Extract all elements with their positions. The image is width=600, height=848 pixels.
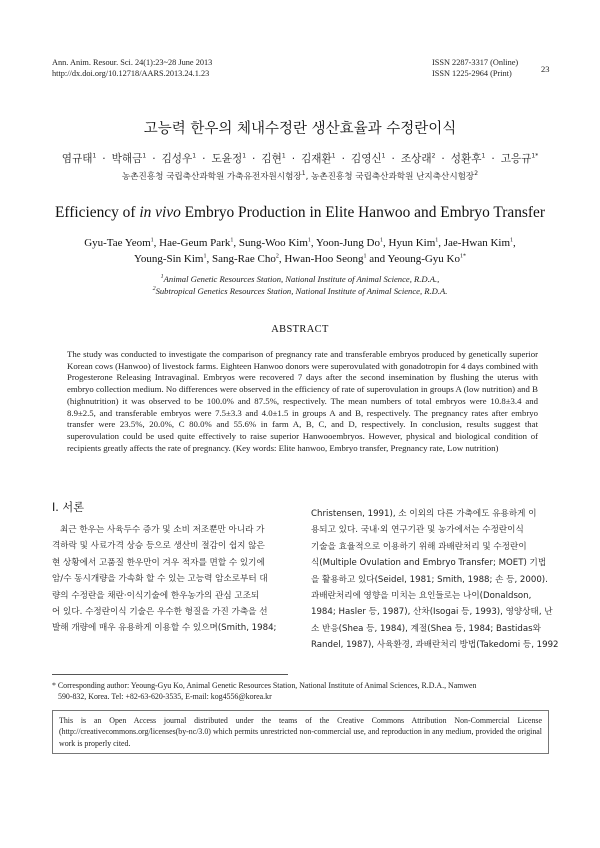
korean-title: 고능력 한우의 체내수정란 생산효율과 수정란이식: [143, 121, 457, 137]
body-line: 을 활용하고 있다(Seidel, 1981; Smith, 1988; 손 등, 2000).: [311, 574, 548, 585]
english-affil-1-line: [0, 273, 600, 285]
korean-author-name: 김성우: [161, 153, 193, 165]
korean-author-sup: 1: [92, 152, 97, 160]
english-author: [239, 237, 311, 249]
english-affil-1-sup: 1: [160, 274, 164, 281]
english-author-name: Jae-Hwan Kim: [443, 237, 511, 249]
korean-author-sup: 1*: [531, 152, 539, 160]
korean-author-sup: 1: [481, 152, 486, 160]
journal-citation: [52, 58, 212, 79]
corresponding-author-footnote: [52, 680, 552, 702]
english-title-post: Embryo Production in Elite Hanwoo and Embryo Transfer: [180, 204, 545, 221]
english-affiliations: [0, 273, 600, 297]
english-authors-line-1: Gyu-Tae Yeom$^1$, Hae-Geum Park$^1$, Sung-Woo Kim$^1$, Yoon-Jung Do$^1$, Hyun Kim$^1$, Jae-Hwan Kim$^1$,: [84, 237, 516, 249]
english-title-pre: Efficiency of: [55, 204, 140, 221]
english-author: [284, 253, 366, 265]
english-author: [212, 253, 279, 265]
english-author: [387, 253, 466, 265]
footnote-line-2: 590-832, Korea. Tel: +82-63-620-3535, E-mail: kog4556@korea.kr: [58, 692, 272, 701]
korean-affiliations: [0, 170, 600, 182]
korean-author: [162, 153, 197, 165]
korean-author: [301, 153, 336, 165]
english-author-sup: 1: [363, 253, 367, 260]
english-author-name: Sung-Woo Kim: [238, 237, 308, 249]
footnote-rule: [52, 674, 288, 675]
body-line: 량의 수정란을 채란·이식기술에 한우농가의 관심 고조되: [52, 590, 260, 601]
korean-author: [112, 153, 147, 165]
author-separator: ·: [491, 153, 495, 165]
abstract-heading: ABSTRACT: [271, 324, 329, 335]
body-line: 격하락 및 사료가격 상승 등으로 생산비 절감이 쉽지 않은: [52, 541, 265, 552]
english-author-sup: 1: [435, 237, 439, 244]
korean-author-name: 김현: [261, 153, 282, 165]
english-affil-1: Animal Genetic Resources Station, National Institute of Animal Science, R.D.A.,: [163, 274, 440, 284]
korean-author-name: 박해금: [111, 153, 143, 165]
korean-author: [401, 153, 436, 165]
body-line: 현 상황에서 고품질 한우만이 겨우 적자를 면할 수 있기에: [52, 557, 265, 568]
english-author-sup: 2: [275, 253, 279, 260]
english-affil-2-line: [0, 285, 600, 297]
korean-authors: [0, 151, 600, 166]
korean-author-name: 조상래: [400, 153, 432, 165]
korean-author-sup: 1: [192, 152, 197, 160]
english-author-sup: 1: [510, 237, 514, 244]
korean-author-sup: 1: [142, 152, 147, 160]
english-author-name: Young-Sin Kim: [133, 253, 204, 265]
english-author: [316, 237, 383, 249]
author-separator: ·: [252, 153, 256, 165]
body-line: 어 있다. 수정란이식 기술은 우수한 형질을 가진 가축을 선: [52, 607, 268, 618]
korean-affil-2-sup: 2: [474, 170, 479, 178]
english-author-sup: 1: [203, 253, 207, 260]
korean-author-name: 고응규: [500, 153, 532, 165]
english-author-name: Hwan-Hoo Seong: [284, 253, 364, 265]
author-separator: ·: [202, 153, 206, 165]
footnote-line-1: * Corresponding author: Yeoung-Gyu Ko, Animal Genetic Resources Station, National Institute of Animal Sciences, R.D.A., Namwen: [52, 681, 477, 690]
english-title: [0, 204, 600, 222]
korean-affil-1-sup: 1: [301, 170, 306, 178]
english-title-italic: in vivo: [139, 204, 181, 221]
english-author: [444, 237, 513, 249]
korean-author-sup: 1: [331, 152, 336, 160]
left-column: [52, 522, 289, 637]
korean-author-name: 염규태: [61, 153, 93, 165]
english-author-name: Hae-Geum Park: [159, 237, 231, 249]
section-number: Ⅰ.: [52, 501, 59, 514]
body-line: 용되고 있다. 국내·외 연구기관 및 농가에서는 수정란이식: [311, 525, 524, 536]
english-affil-2: Subtropical Genetics Resources Station, National Institute of Animal Science, R.D.A.: [155, 286, 448, 296]
body-line: 식(Multiple Ovulation and Embryo Transfer; MOET) 기법: [311, 558, 547, 569]
english-author-sup: 1: [150, 237, 154, 244]
authors-and: and: [366, 253, 388, 265]
journal-line: Ann. Anim. Resour. Sci. 24(1):23~28 June 2013: [52, 58, 213, 67]
license-text: This is an Open Access journal distributed under the teams of the Creative Commons Attribution Non-Commercial License (http://creativecommons.org/licenses(by-nc/3.0) which permits unrestricted non-commercial use, and reproduction in any medium, provided the original work is properly cited.: [59, 716, 542, 748]
korean-author-name: 도윤정: [211, 153, 243, 165]
body-line: 소 반응(Shea 등, 1984), 계절(Shea 등, 1984; Bastidas와: [311, 623, 541, 634]
issn-block: [432, 58, 518, 79]
korean-affil-2: 농촌진흥청 국립축산과학원 난지축산시험장: [311, 172, 475, 182]
english-author: [84, 237, 153, 249]
license-box: [52, 710, 549, 754]
korean-affil-separator: ,: [305, 172, 312, 182]
korean-author-sup: 1: [242, 152, 247, 160]
body-line: 암/수 동시개량을 가속화 할 수 있는 고능력 암소로부터 대: [52, 574, 268, 585]
korean-author-sup: 2: [431, 152, 436, 160]
english-author-sup: 1: [230, 237, 234, 244]
english-author-name: Yoon-Jung Do: [316, 237, 380, 249]
body-line: Randel, 1987), 사육환경, 과배란처리 방법(Takedomi 등, 1992: [311, 640, 559, 651]
doi-line: http://dx.doi.org/10.12718/AARS.2013.24.1.23: [52, 68, 210, 78]
body-line: 최근 한우는 사육두수 증가 및 소비 저조뿐만 아니라 가: [60, 525, 265, 535]
korean-author: [451, 153, 486, 165]
korean-author: [261, 153, 285, 165]
korean-author: [211, 153, 246, 165]
author-separator: ·: [152, 153, 156, 165]
issn-online: ISSN 2287-3317 (Online): [432, 58, 519, 67]
english-author-name: Gyu-Tae Yeom: [84, 237, 151, 249]
korean-author: [351, 153, 386, 165]
korean-affil-1: 농촌진흥청 국립축산과학원 가축유전자원시험장: [121, 172, 302, 182]
korean-author: [62, 153, 97, 165]
korean-author-sup: 1: [381, 152, 386, 160]
body-line: Christensen, 1991), 소 이외의 다른 가축에도 유용하게 이: [311, 509, 537, 519]
korean-author: [501, 153, 539, 165]
english-affil-2-sup: 2: [152, 286, 156, 293]
english-authors-line-2: Young-Sin Kim$^1$, Sang-Rae Cho$^2$, Hwan-Hoo Seong$^1$ and Yeoung-Gyu $Ko^{1*}$: [133, 253, 466, 265]
abstract-body: The study was conducted to investigate the comparison of pregnancy rate and transferable embryos produced by genetically superior Korean cows (Hanwoo) of livestock farms. Eighteen Hanwoo donors were superovulated with gonadotropin for 4 days combined with Progesterone Releasing Intravaginal. Embryos were recovered 7 days after the second insemination by flushing the uterus with embryo collection medium. No differences were observed in the efficiency of rate of superovulation in groups A (low nutrition) and B (highnutrition) it was observed to be 100.0% and 87.5%, respectively. The mean numbers of total embryos were 10.8±3.4 and 8.9±2.5, and transferable embryos were 7.5±3.3 and 4.0±1.5 in groups A and B, respectively. The pregnancy rates after embryo transfer were 23.5%, 20.0%, C 80.0% and 55.6% in farm A, B, C, and D, respectively. In conclusion, results suggest that superovulation could be used quite effectively to raise superior Hanwooembryos. However, physical and biological condition of recipients greatly affects the rate of pregnancy. (Key words: Elite hanwoo, Embryo transfer, Pregnancy rate, Low nutrition): [67, 349, 538, 453]
english-author: [159, 237, 233, 249]
author-separator: ·: [441, 153, 445, 165]
author-separator: ·: [102, 153, 106, 165]
english-author: [134, 253, 207, 265]
english-author-name: Sang-Rae Cho: [211, 253, 276, 265]
author-separator: ·: [291, 153, 296, 165]
body-line: 발해 개량에 매우 유용하게 이용할 수 있으며(Smith, 1984;: [52, 623, 277, 634]
right-column: [311, 506, 559, 654]
section-title: 서론: [62, 501, 85, 514]
body-line: 1984; Hasler 등, 1987), 산차(Isogai 등, 1993), 영양상태, 난: [311, 607, 553, 618]
page-number: 23: [541, 64, 550, 74]
author-separator: ·: [391, 153, 395, 165]
english-author-sup: 1: [307, 237, 311, 244]
english-author-name: Hyun Kim: [388, 237, 436, 249]
korean-author-name: 김영신: [350, 153, 382, 165]
section-heading: [52, 499, 84, 515]
korean-author-sup: 1: [281, 152, 286, 160]
english-author-sup: 1*: [460, 253, 466, 260]
english-author-name: Yeoung-Gyu Ko: [387, 253, 460, 265]
body-line: 기술을 효율적으로 이용하기 위해 과배란처리 및 수정란이: [311, 541, 527, 552]
korean-author-name: 성환후: [450, 153, 482, 165]
english-author-sup: 1: [380, 237, 383, 244]
english-author: [389, 237, 439, 249]
issn-print: ISSN 1225-2964 (Print): [432, 68, 512, 78]
korean-author-name: 김재환: [301, 153, 332, 165]
body-line: 과배란처리에 영향을 미치는 요인들로는 나이(Donaldson,: [311, 591, 532, 602]
author-separator: ·: [341, 153, 345, 165]
